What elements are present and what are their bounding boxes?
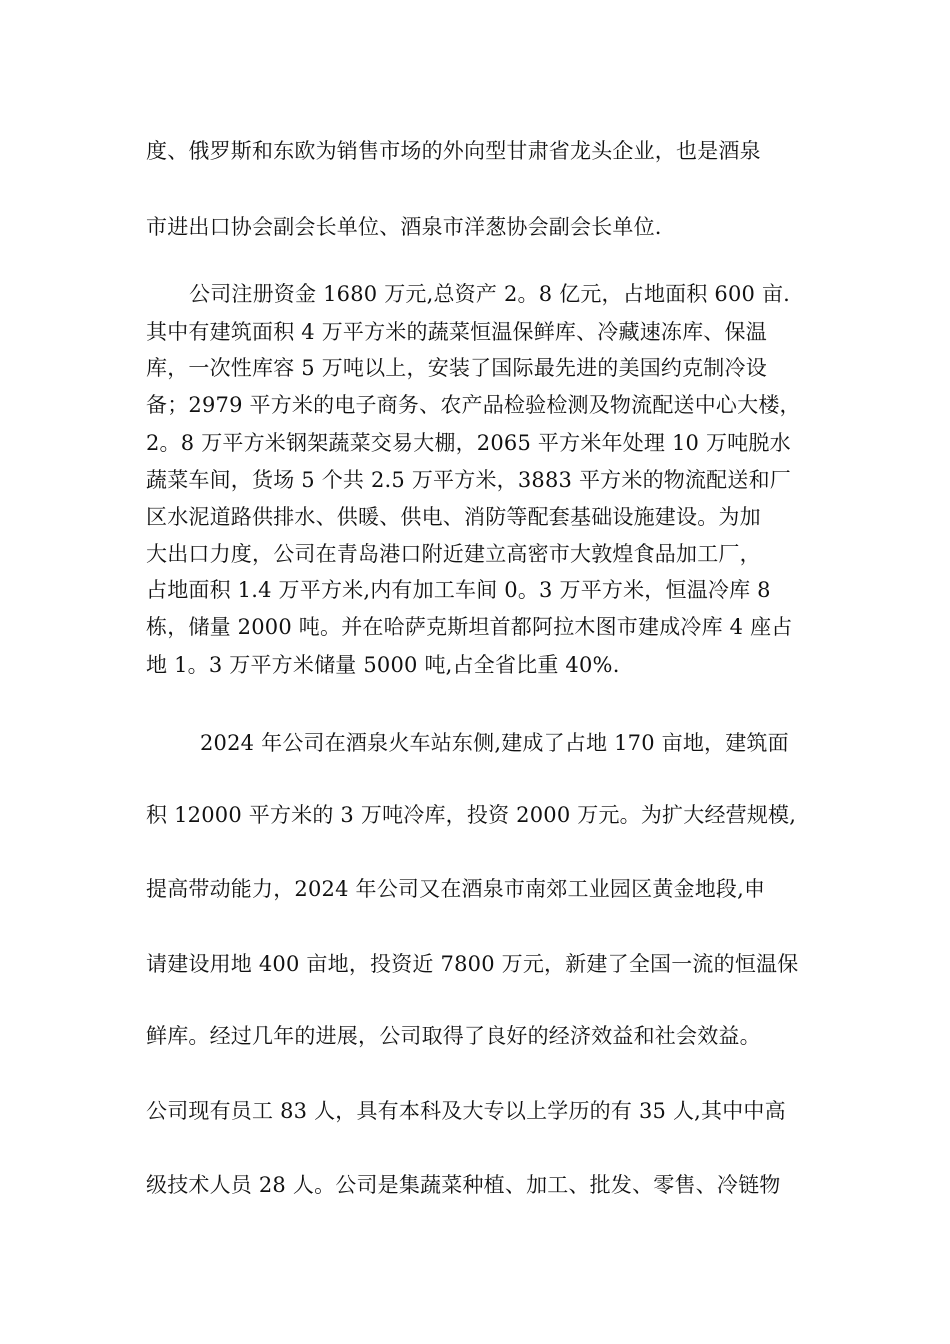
text-line: 积 12000 平方米的 3 万吨冷库，投资 2000 万元。为扩大经营规模,	[146, 803, 797, 827]
text-line: 大出口力度，公司在青岛港口附近建立高密市大敦煌食品加工厂，	[146, 542, 761, 566]
text-line: 其中有建筑面积 4 万平方米的蔬菜恒温保鲜库、冷藏速冻库、保温	[146, 320, 767, 344]
text-line: 蔬菜车间，货场 5 个共 2.5 万平方米，3883 平方米的物流配送和厂	[146, 468, 791, 492]
text-line: 栋，储量 2000 吨。并在哈萨克斯坦首都阿拉木图市建成冷库 4 座占	[146, 615, 793, 639]
text-line: 区水泥道路供排水、供暖、供电、消防等配套基础设施建设。为加	[146, 505, 761, 529]
text-line: 请建设用地 400 亩地，投资近 7800 万元，新建了全国一流的恒温保	[146, 952, 799, 976]
text-line: 库，一次性库容 5 万吨以上，安装了国际最先进的美国约克制冷设	[146, 356, 767, 380]
text-line: 鲜库。经过几年的进展，公司取得了良好的经济效益和社会效益。	[146, 1024, 761, 1048]
text-line: 级技术人员 28 人。公司是集蔬菜种植、加工、批发、零售、冷链物	[146, 1173, 781, 1197]
text-line: 地 1。3 万平方米储量 5000 吨,占全省比重 40%.	[146, 653, 620, 677]
text-line: 2。8 万平方米钢架蔬菜交易大棚，2065 平方米年处理 10 万吨脱水	[146, 431, 791, 455]
text-line: 占地面积 1.4 万平方米,内有加工车间 0。3 万平方米，恒温冷库 8	[146, 578, 771, 602]
text-line: 公司注册资金 1680 万元,总资产 2。8 亿元，占地面积 600 亩.	[189, 282, 791, 306]
text-line: 公司现有员工 83 人，具有本科及大专以上学历的有 35 人,其中中高	[146, 1099, 786, 1123]
text-line: 提高带动能力，2024 年公司又在酒泉市南郊工业园区黄金地段,申	[146, 877, 766, 901]
text-line: 2024 年公司在酒泉火车站东侧,建成了占地 170 亩地，建筑面	[200, 731, 789, 755]
text-line: 市进出口协会副会长单位、酒泉市洋葱协会副会长单位.	[146, 215, 662, 239]
text-line: 度、俄罗斯和东欧为销售市场的外向型甘肃省龙头企业，也是酒泉	[146, 139, 761, 163]
text-line: 备；2979 平方米的电子商务、农产品检验检测及物流配送中心大楼，	[146, 393, 801, 417]
